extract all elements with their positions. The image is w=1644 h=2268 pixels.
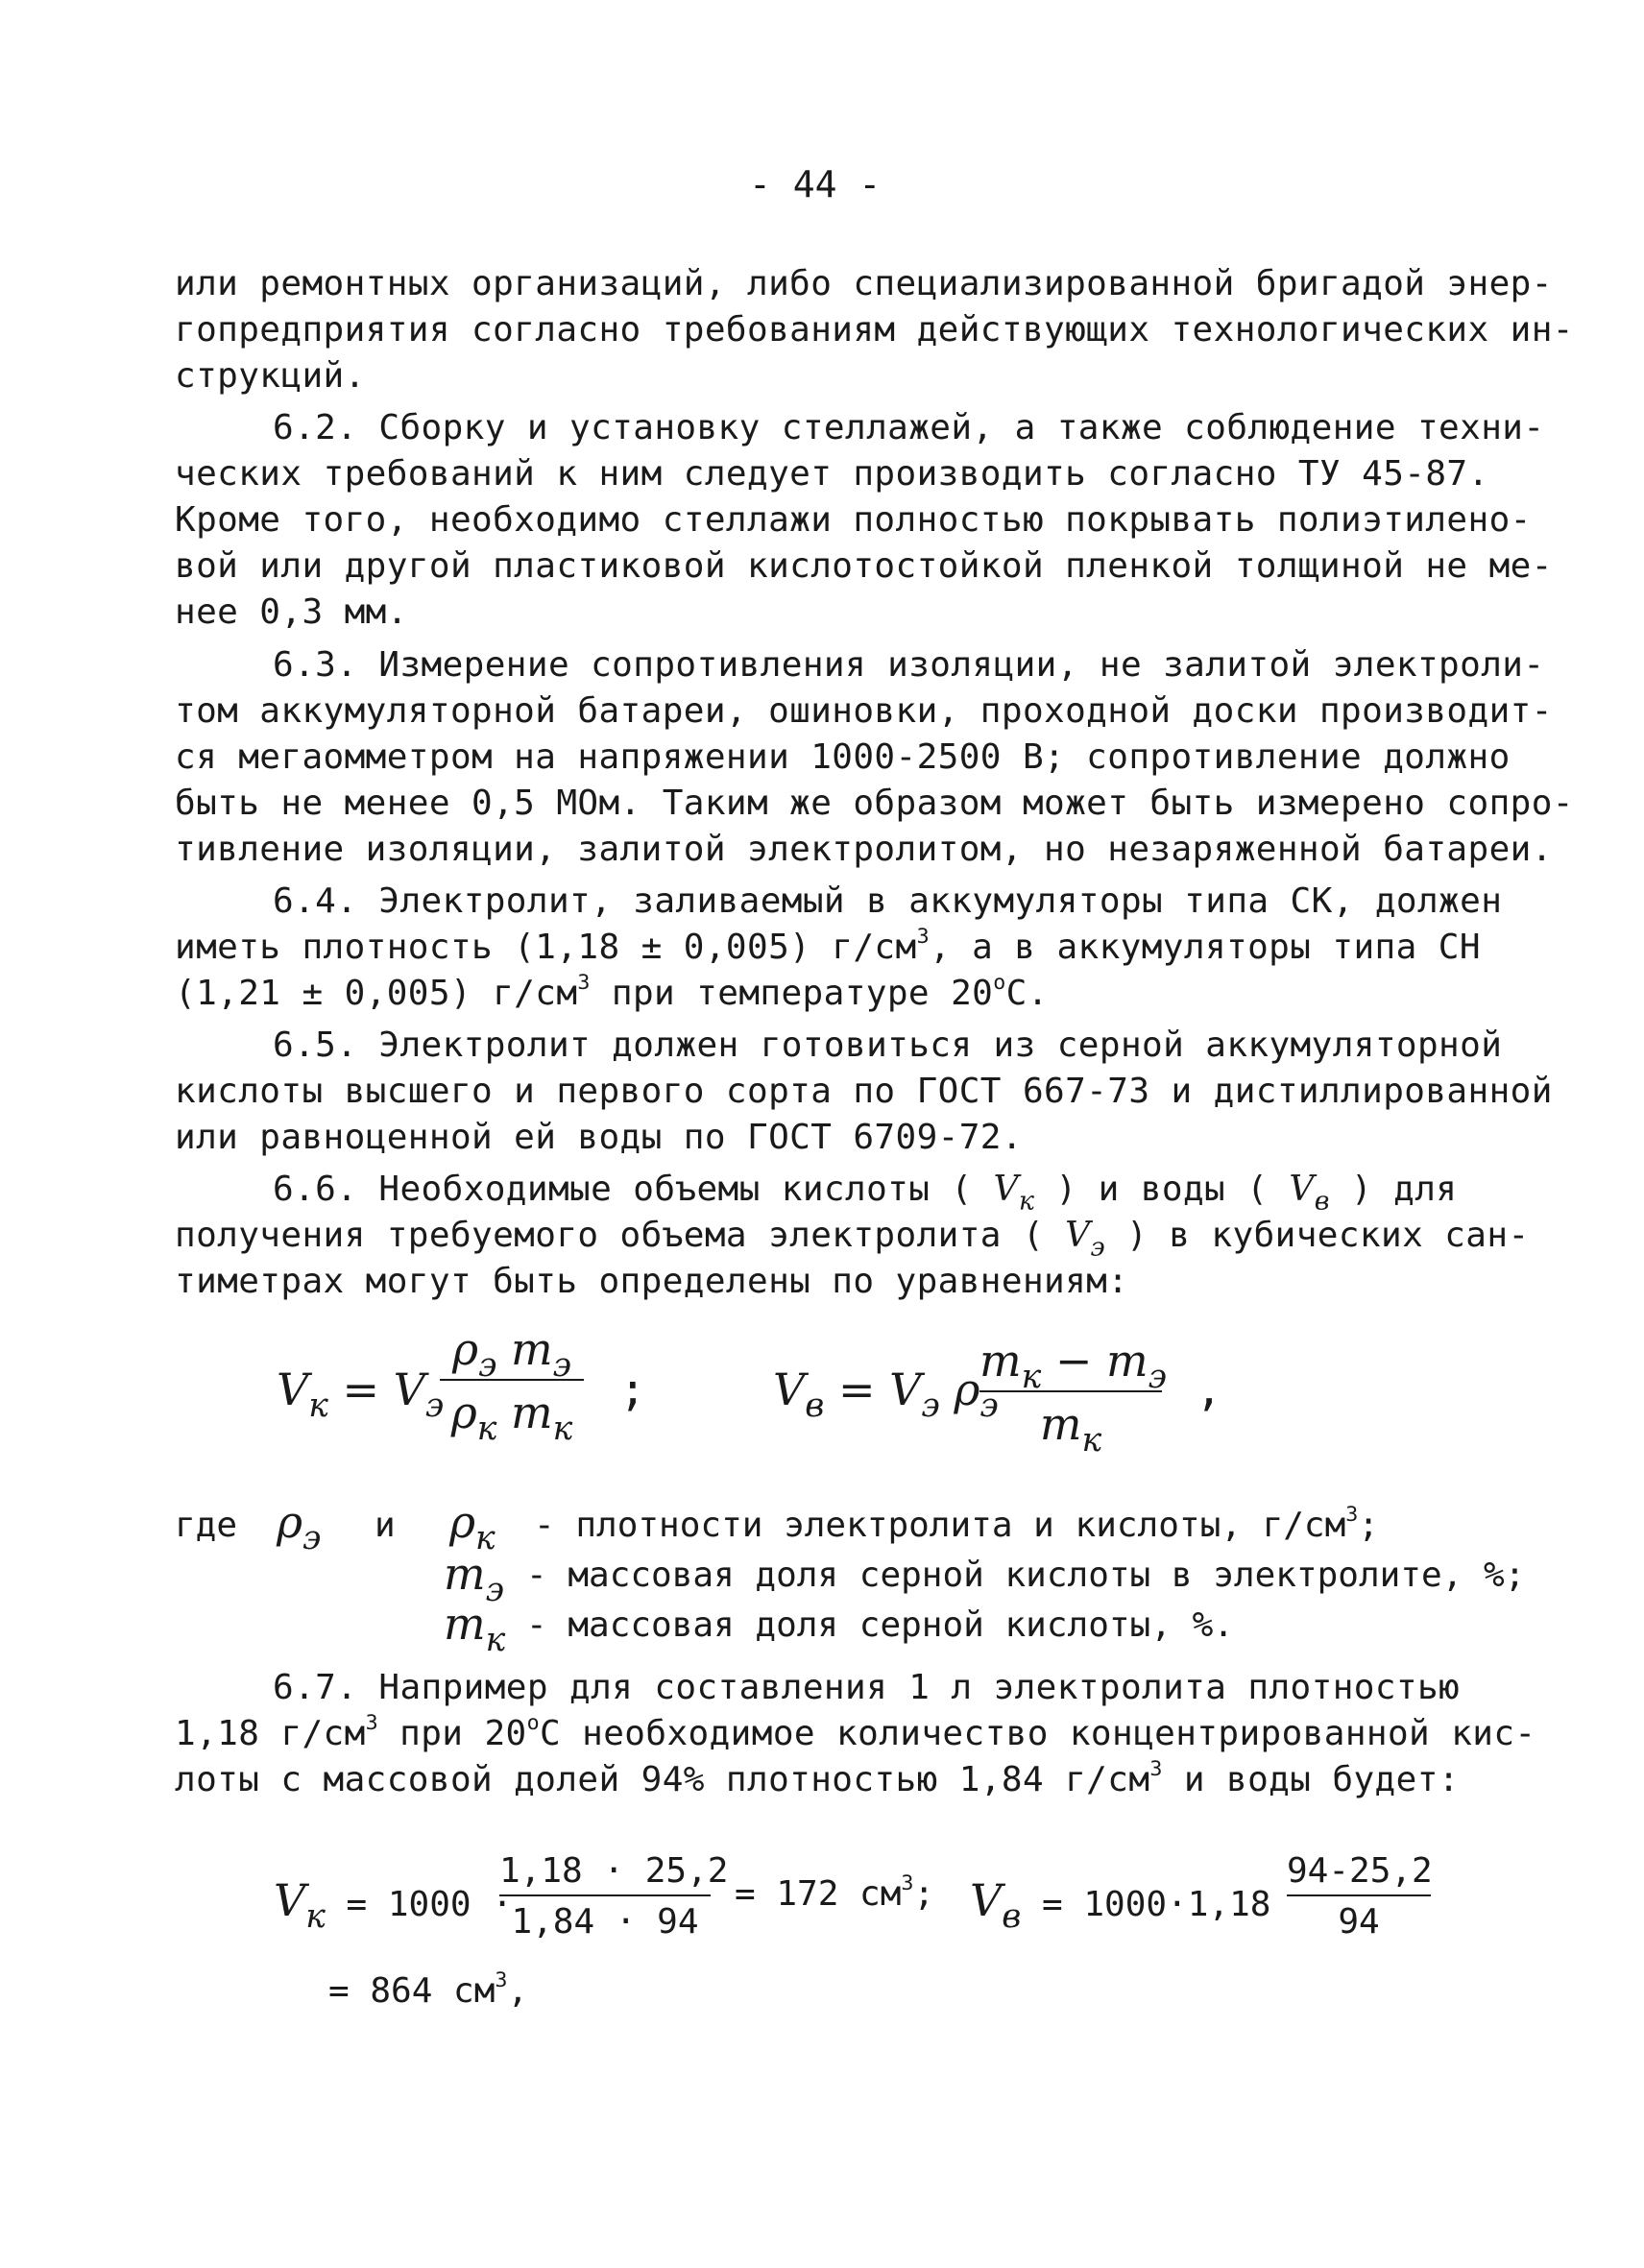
- text-line: 6.5. Электролит должен готовиться из серной аккумуляторной: [273, 1025, 1503, 1065]
- calc-result-2: = 864 $см^3$,: [328, 1967, 529, 2011]
- calc-fraction-2: 94-25,2 94: [1287, 1851, 1433, 1942]
- text-line: или равноценной ей воды по ГОСТ 6709-72.: [175, 1118, 1023, 1157]
- symbol-rho-k: $\rho_к$: [449, 1496, 496, 1558]
- symbol-ve: $V_э$: [1065, 1216, 1106, 1263]
- text-line: (1,21 ± 0,005) $г/см^3$ при температуре 20$^o$С.: [175, 970, 1049, 1013]
- equation-vk-fraction: $\rho_э$ $m_э$ $\rho_к$ $m_к$: [440, 1323, 584, 1438]
- equation-vv-fraction: $m_к - m_э$ $m_к$: [979, 1335, 1167, 1460]
- text-line: 1,18 $г/см^3$ при 20$^o$С необходимое количество концентрированной кис-: [175, 1710, 1536, 1753]
- symbol-rho-e: $\rho_э$: [277, 1496, 322, 1558]
- calc-vv: $V_в = 1000\cdot 1,18$: [970, 1874, 1271, 1937]
- text-line: ческих требований к ним следует производить согласно ТУ 45-87.: [175, 454, 1489, 494]
- where-and: и: [375, 1506, 396, 1545]
- text-line: лоты с массовой долей 94% плотностью 1,84 $г/см^3$ и воды будет:: [175, 1756, 1460, 1799]
- calc-fraction-1: 1,18 · 25,2 1,84 · 94: [499, 1851, 729, 1942]
- text-line: Кроме того, необходимо стеллажи полностью покрывать полиэтилено-: [175, 500, 1532, 540]
- text-line: быть не менее 0,5 МОм. Таким же образом может быть измерено сопро-: [175, 784, 1574, 823]
- text-line: том аккумуляторной батареи, ошиновки, проходной доски производит-: [175, 691, 1553, 731]
- symbol-m-k: $m_к$: [444, 1598, 506, 1660]
- text-line: тивление изоляции, залитой электролитом, но незаряженной батареи.: [175, 830, 1553, 869]
- page-number: - 44 -: [749, 163, 882, 205]
- where-desc-mass-acid: - массовая доля серной кислоты, %.: [526, 1605, 1234, 1645]
- text-line: 6.3. Измерение сопротивления изоляции, не залитой электроли-: [273, 645, 1545, 685]
- symbol-vv: $V_в$: [1289, 1170, 1330, 1217]
- where-desc-density: - плотности электролита и кислоты, $г/см^3$;: [534, 1502, 1379, 1545]
- where-label: где: [175, 1506, 238, 1545]
- text-line: нее 0,3 мм.: [175, 592, 408, 632]
- text-line: 6.4. Электролит, заливаемый в аккумуляторы типа СК, должен: [273, 881, 1503, 921]
- text-line: или ремонтных организаций, либо специализированной бригадой энер-: [175, 264, 1553, 303]
- calc-result-1: = 172 $см^3$;: [735, 1870, 935, 1914]
- text-line: иметь плотность (1,18 ± 0,005) $г/см^3$, а в аккумуляторы типа СН: [175, 924, 1481, 967]
- text-line: 6.2. Сборку и установку стеллажей, а также соблюдение техни-: [273, 408, 1545, 447]
- equation-separator: ;: [619, 1363, 646, 1415]
- equation-vv: $V_в = V_э$ $\rho_э$: [773, 1363, 999, 1426]
- text-line: тиметрах могут быть определены по уравнениям:: [175, 1262, 1129, 1301]
- text-line: ся мегаомметром на напряжении 1000-2500 В; сопротивление должно: [175, 737, 1511, 777]
- text-line: получения требуемого объема электролита ( $V_э$ ) в кубических сан-: [175, 1216, 1530, 1263]
- text-line: 6.6. Необходимые объемы кислоты ( $V_к$ ) и воды ( $V_в$ ) для: [273, 1170, 1458, 1217]
- calc-vk: $V_к = 1000$ ·: [274, 1874, 513, 1937]
- text-line: вой или другой пластиковой кислотостойкой пленкой толщиной не ме-: [175, 546, 1553, 586]
- equation-vk: $V_к = V_э$: [277, 1363, 445, 1426]
- text-line: гопредприятия согласно требованиям действующих технологических ин-: [175, 310, 1574, 350]
- text-line: 6.7. Например для составления 1 л электролита плотностью: [273, 1668, 1461, 1707]
- symbol-vk: $V_к$: [993, 1170, 1035, 1217]
- symbol-m-e: $m_э$: [444, 1548, 504, 1610]
- text-line: струкций.: [175, 356, 366, 396]
- equation-end: ,: [1196, 1363, 1222, 1415]
- text-line: кислоты высшего и первого сорта по ГОСТ 667-73 и дистиллированной: [175, 1072, 1553, 1111]
- where-desc-mass-electrolyte: - массовая доля серной кислоты в электролите, %;: [526, 1556, 1526, 1595]
